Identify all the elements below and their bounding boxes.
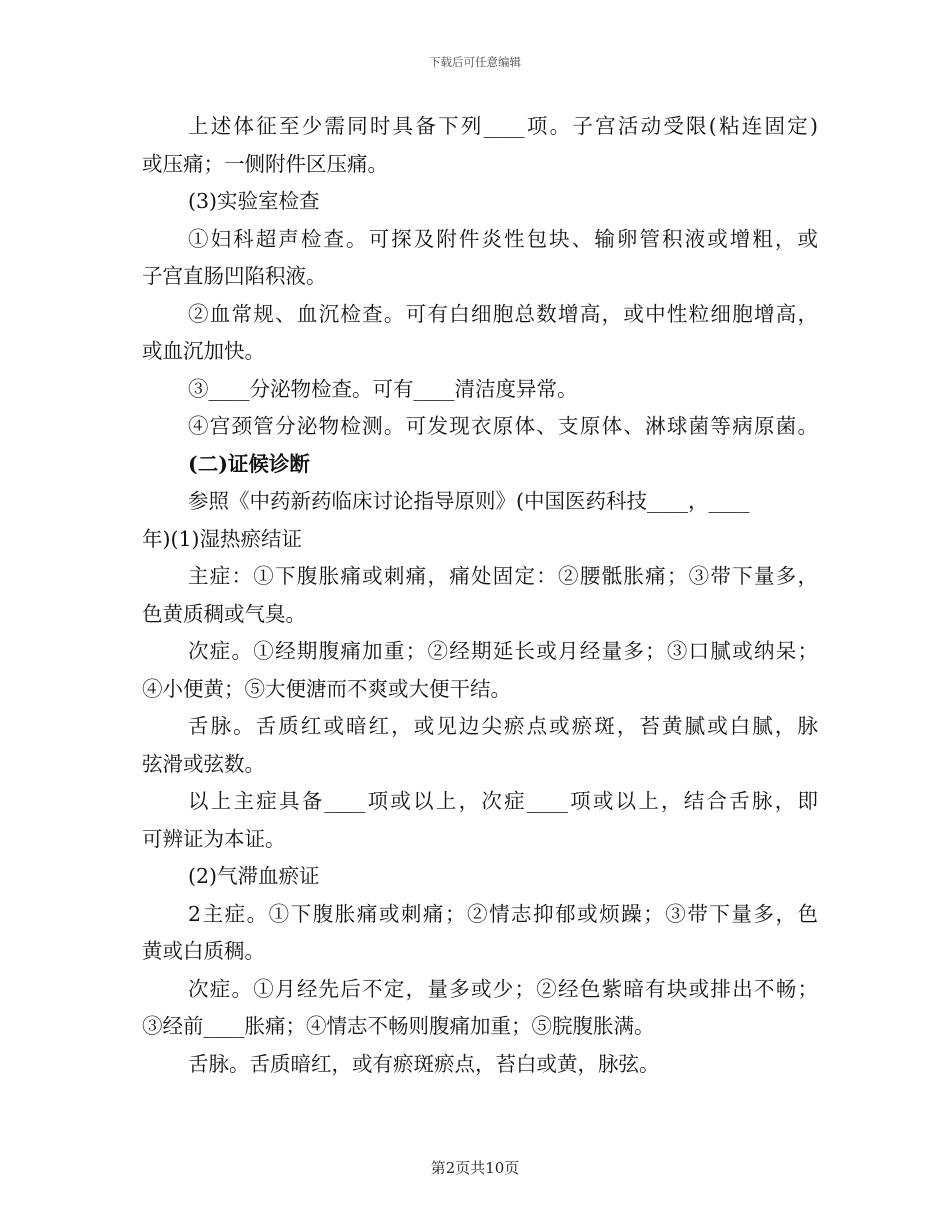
section-heading: (二)证候诊断: [188, 451, 310, 476]
paragraph-line: 或血沉加快。: [142, 339, 265, 363]
paragraph-line: 参照《中药新药临床讨论指导原则》(中国医药科技____，____: [188, 489, 750, 513]
paragraph-line: 色黄质稠或气臭。: [142, 601, 306, 626]
paragraph-line: 舌脉。舌质暗红，或有瘀斑瘀点，苔白或黄，脉弦。: [188, 1051, 660, 1076]
paragraph-line: ④小便黄；⑤大便溏而不爽或大便干结。: [142, 676, 511, 701]
paragraph-line: 黄或白质稠。: [142, 939, 265, 963]
paragraph-line: 2主症。①下腹胀痛或刺痛；②情志抑郁或烦躁；③带下量多，色: [188, 901, 818, 926]
paragraph-line: ③____分泌物检查。可有____清洁度异常。: [188, 376, 578, 401]
paragraph-line: 次症。①经期腹痛加重；②经期延长或月经量多；③口腻或纳呆；: [188, 639, 818, 663]
section-heading: 年)(1)湿热瘀结证: [142, 526, 303, 551]
paragraph-line: 或压痛；一侧附件区压痛。: [142, 151, 388, 176]
paragraph-line: ③经前____胀痛；④情志不畅则腹痛加重；⑤脘腹胀满。: [142, 1014, 655, 1038]
paragraph-line: 上述体征至少需同时具备下列____项。子宫活动受限(粘连固定): [188, 114, 818, 138]
paragraph-line: ①妇科超声检查。可探及附件炎性包块、输卵管积液或增粗，或: [188, 226, 818, 251]
paragraph-line: 主症：①下腹胀痛或刺痛，痛处固定：②腰骶胀痛；③带下量多，: [188, 564, 818, 588]
paragraph-line: 弦滑或弦数。: [142, 751, 265, 776]
page-footer: 第2页共10页: [430, 1159, 520, 1177]
section-heading: (2)气滞血瘀证: [188, 864, 320, 888]
paragraph-line: ②血常规、血沉检查。可有白细胞总数增高，或中性粒细胞增高，: [188, 301, 818, 326]
paragraph-line: 舌脉。舌质红或暗红，或见边尖瘀点或瘀斑，苔黄腻或白腻，脉: [188, 714, 818, 738]
document-body: [142, 108, 818, 1083]
paragraph-line: 可辨证为本证。: [142, 826, 286, 851]
paragraph-line: ④宫颈管分泌物检测。可发现衣原体、支原体、淋球菌等病原菌。: [188, 414, 818, 438]
section-heading: (3)实验室检查: [188, 189, 320, 213]
paragraph-line: 子宫直肠凹陷积液。: [142, 264, 327, 288]
paragraph-line: 以上主症具备____项或以上，次症____项或以上，结合舌脉，即: [188, 789, 818, 813]
page-header: 下载后可任意编辑: [429, 55, 521, 69]
paragraph-line: 次症。①月经先后不定，量多或少；②经色紫暗有块或排出不畅；: [188, 976, 818, 1001]
